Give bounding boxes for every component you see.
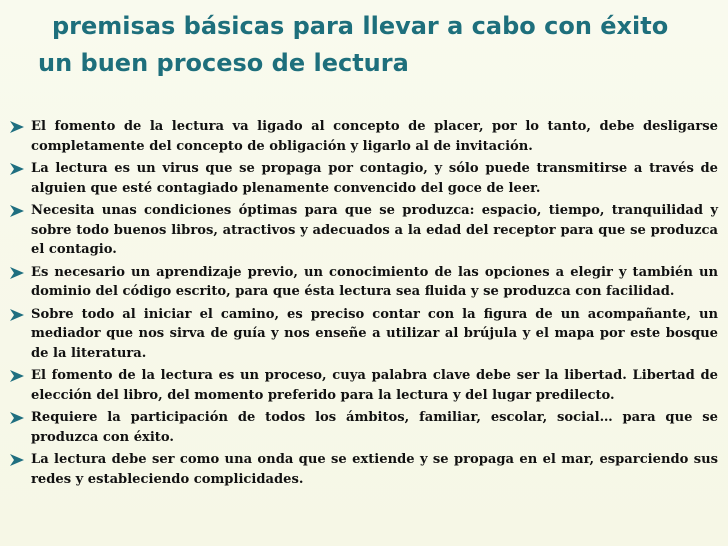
bullet-item [10,159,718,198]
bullet-text: Requiere la participación de todos los ámbitos, familiar, escolar, social… para que se produzca con éxito. [31,410,718,445]
arrowhead-bullet-icon [10,309,24,321]
slide-title [38,8,698,82]
bullet-item [10,117,718,156]
arrowhead-bullet-icon [10,205,24,217]
bullet-item [10,201,718,260]
bullet-text: Necesita unas condiciones óptimas para que se produzca: espacio, tiempo, tranquilidad y sobre todo buenos libros, atractivos y adecuados a la edad del receptor para que se produzca el contagio. [31,203,718,257]
arrowhead-bullet-icon [10,370,24,382]
bullet-text: La lectura debe ser como una onda que se extiende y se propaga en el mar, esparciendo sus redes y estableciendo complicidades. [31,452,718,487]
bullet-item [10,450,718,489]
bullet-item [10,305,718,364]
bullet-list [10,117,718,492]
bullet-text: El fomento de la lectura es un proceso, cuya palabra clave debe ser la libertad. Libertad de elección del libro, del momento preferido para la lectura y del lugar predilecto. [31,368,718,403]
bullet-item [10,408,718,447]
arrowhead-bullet-icon [10,412,24,424]
bullet-item [10,366,718,405]
title-line-2: un buen proceso de lectura [38,49,409,77]
bullet-text: Es necesario un aprendizaje previo, un conocimiento de las opciones a elegir y también un dominio del código escrito, para que ésta lectura sea fluida y se produzca con facilidad. [31,264,718,299]
arrowhead-bullet-icon [10,163,24,175]
bullet-item [10,263,718,302]
bullet-text: La lectura es un virus que se propaga por contagio, y sólo puede transmitirse a través de alguien que esté contagiado plenamente convencido del goce de leer. [31,161,718,196]
bullet-text: El fomento de la lectura va ligado al concepto de placer, por lo tanto, debe desligarse completamente del concepto de obligación y ligarlo al de invitación. [31,119,718,154]
arrowhead-bullet-icon [10,267,24,279]
bullet-text: Sobre todo al iniciar el camino, es preciso contar con la figura de un acompañante, un mediador que nos sirva de guía y nos enseñe a utilizar al brújula y el mapa por este bosque de la literatura. [31,306,718,361]
arrowhead-bullet-icon [10,454,24,466]
arrowhead-bullet-icon [10,121,24,133]
title-line-1: premisas básicas para llevar a cabo con éxito [52,12,669,40]
